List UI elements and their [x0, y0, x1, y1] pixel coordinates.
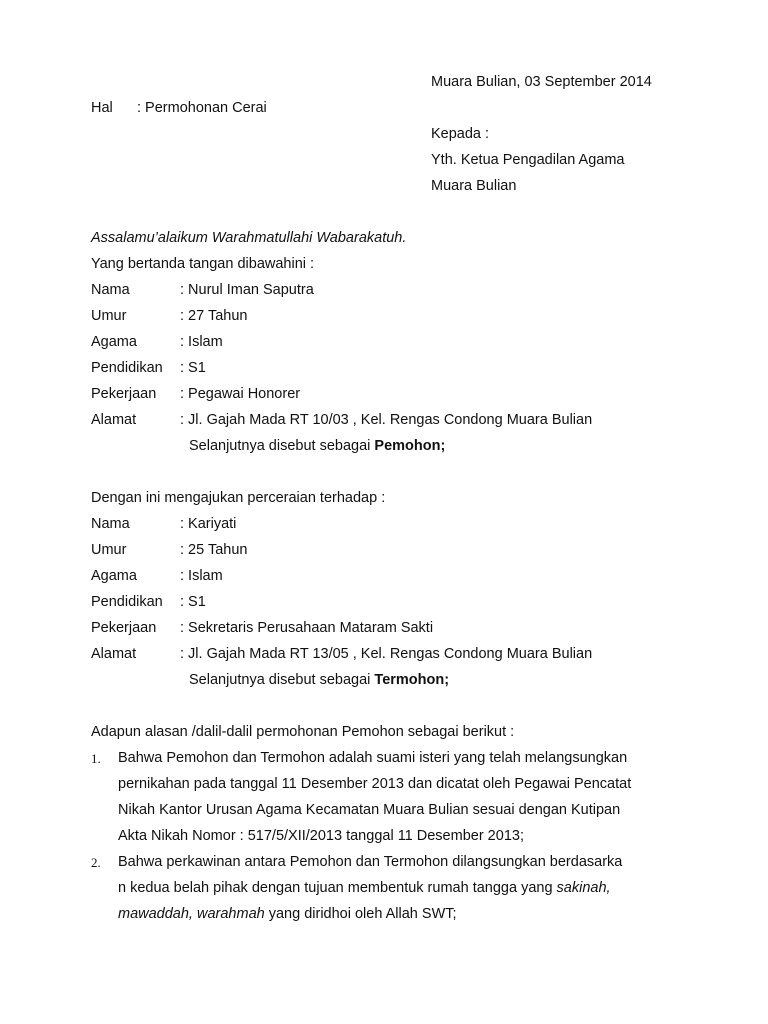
- reason-1-line-3: Nikah Kantor Urusan Agama Kecamatan Muara Bulian sesuai dengan Kutipan: [118, 802, 621, 818]
- label-umur: Umur: [91, 542, 127, 558]
- place-date: Muara Bulian, 03 September 2014: [431, 74, 652, 90]
- label-nama: Nama: [91, 282, 130, 298]
- label-alamat: Alamat: [91, 646, 137, 662]
- termohon-umur: : 25 Tahun: [180, 542, 248, 558]
- termohon-alamat: : Jl. Gajah Mada RT 13/05 , Kel. Rengas Condong Muara Bulian: [180, 646, 593, 662]
- pemohon-pendidikan: : S1: [180, 360, 206, 376]
- reason-2-line-1: Bahwa perkawinan antara Pemohon dan Termohon dilangsungkan berdasarka: [118, 854, 623, 870]
- reason-1-line-2: pernikahan pada tanggal 11 Desember 2013 dan dicatat oleh Pegawai Pencatat: [118, 776, 632, 792]
- label-alamat: Alamat: [91, 412, 137, 428]
- recipient-line-1: Yth. Ketua Pengadilan Agama: [431, 152, 625, 168]
- reason-1-line-1: Bahwa Pemohon dan Termohon adalah suami isteri yang telah melangsungkan: [118, 750, 628, 766]
- reasons-intro: Adapun alasan /dalil-dalil permohonan Pemohon sebagai berikut :: [91, 724, 515, 740]
- label-pekerjaan: Pekerjaan: [91, 386, 157, 402]
- pemohon-designation: Selanjutnya disebut sebagai Pemohon;: [189, 438, 446, 454]
- termohon-designation: Selanjutnya disebut sebagai Termohon;: [189, 672, 450, 688]
- pemohon-nama: : Nurul Iman Saputra: [180, 282, 314, 298]
- reason-2-line-2: n kedua belah pihak dengan tujuan membentuk rumah tangga yang sakinah,: [118, 880, 611, 896]
- termohon-intro: Dengan ini mengajukan perceraian terhadap :: [91, 490, 386, 506]
- reason-number: 2.: [91, 855, 101, 870]
- pemohon-agama: : Islam: [180, 334, 223, 350]
- label-agama: Agama: [91, 568, 137, 584]
- pemohon-alamat: : Jl. Gajah Mada RT 10/03 , Kel. Rengas Condong Muara Bulian: [180, 412, 593, 428]
- subject-label: Hal: [91, 100, 113, 116]
- pemohon-pekerjaan: : Pegawai Honorer: [180, 386, 301, 402]
- termohon-pendidikan: : S1: [180, 594, 206, 610]
- reason-1-line-4: Akta Nikah Nomor : 517/5/XII/2013 tanggal 11 Desember 2013;: [118, 828, 524, 844]
- greeting: Assalamu’alaikum Warahmatullahi Wabarakatuh.: [91, 230, 407, 246]
- label-pendidikan: Pendidikan: [91, 594, 163, 610]
- reason-2-line-3: mawaddah, warahmah yang diridhoi oleh Allah SWT;: [118, 906, 457, 922]
- label-agama: Agama: [91, 334, 137, 350]
- label-pendidikan: Pendidikan: [91, 360, 163, 376]
- label-umur: Umur: [91, 308, 127, 324]
- recipient-line-2: Muara Bulian: [431, 178, 517, 194]
- termohon-nama: : Kariyati: [180, 516, 237, 532]
- kepada-label: Kepada :: [431, 126, 490, 142]
- label-nama: Nama: [91, 516, 130, 532]
- termohon-agama: : Islam: [180, 568, 223, 584]
- reason-number: 1.: [91, 751, 101, 766]
- termohon-pekerjaan: : Sekretaris Perusahaan Mataram Sakti: [180, 620, 434, 636]
- label-pekerjaan: Pekerjaan: [91, 620, 157, 636]
- subject-value: : Permohonan Cerai: [137, 100, 267, 116]
- intro-text: Yang bertanda tangan dibawahini :: [91, 256, 315, 272]
- pemohon-umur: : 27 Tahun: [180, 308, 248, 324]
